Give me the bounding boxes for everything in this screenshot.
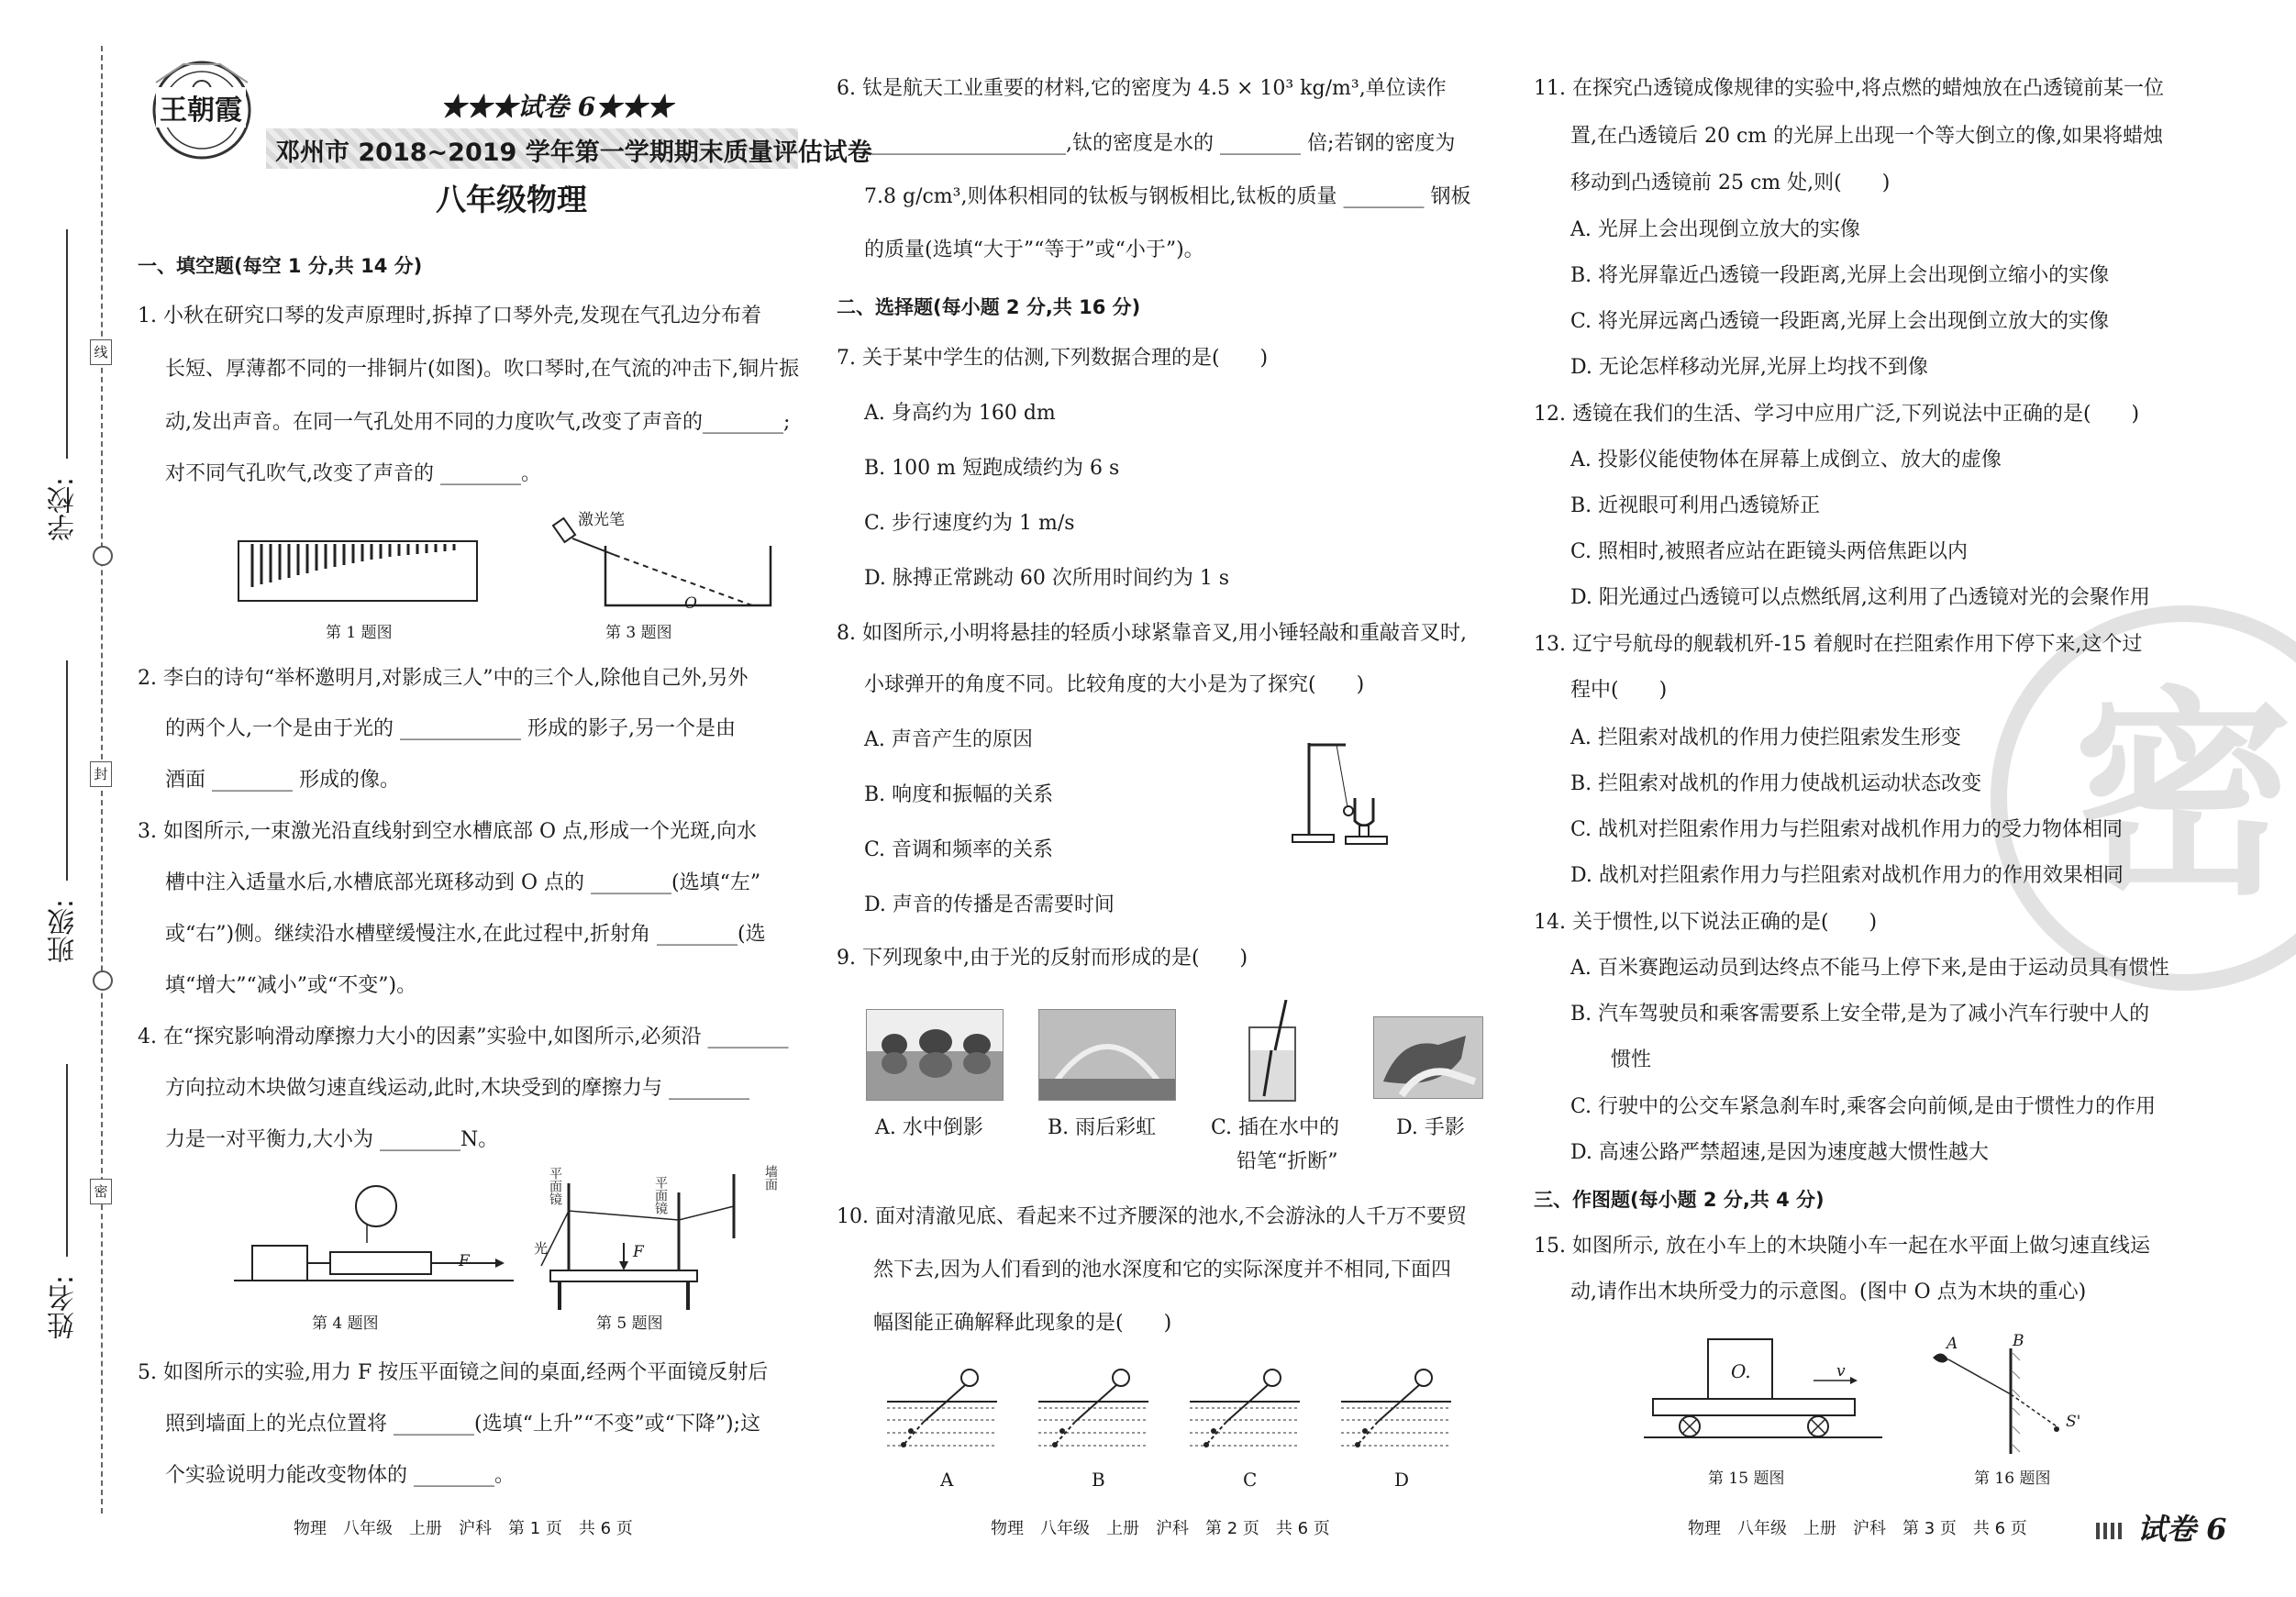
q1-line: 长短、厚薄都不同的一排铜片(如图)。吹口琴时,在气流的冲击下,铜片振 (165, 358, 800, 381)
q12-option: A. 投影仪能使物体在屏幕上成倒立、放大的虚像 (1570, 449, 2002, 471)
q6-line: 的质量(选填“大于”“等于”或“小于”)。 (864, 238, 1204, 261)
q1-line: 动,发出声音。在同一气孔处用不同的力度吹气,改变了声音的________; (165, 411, 791, 434)
q1-line: 1. 小秋在研究口琴的发声原理时,拆掉了口琴外壳,发现在气孔边分布着 (138, 305, 761, 327)
cart-block-figure (1644, 1335, 1919, 1454)
paper-number-tag: ★★★试卷 6★★★ (440, 92, 673, 122)
q9-option-b: B. 雨后彩虹 (1048, 1116, 1157, 1139)
friction-figure (229, 1183, 523, 1293)
q11-option: A. 光屏上会出现倒立放大的实像 (1570, 218, 1860, 241)
q14-option: C. 行驶中的公交车紧急刹车时,乘客会向前倾,是由于惯性力的作用 (1570, 1095, 2157, 1118)
q10-label-b: B (1092, 1469, 1105, 1491)
q7-option: C. 步行速度约为 1 m/s (864, 512, 1075, 535)
q3-line: 填“增大”“减小”或“不变”)。 (165, 974, 417, 997)
q12-line: 12. 透镜在我们的生活、学习中应用广泛,下列说法中正确的是( ) (1534, 403, 2140, 426)
q10-refraction-diagrams (887, 1367, 1474, 1468)
q12-option: D. 阳光通过凸透镜可以点燃纸屑,这利用了凸透镜对光的会聚作用 (1570, 586, 2150, 609)
q3-line: 槽中注入适量水后,水槽底部光斑移动到 O 点的 ________(选填“左” (165, 871, 761, 894)
reflection-photo (866, 1009, 1004, 1101)
binding-ring (93, 970, 113, 991)
binding-char-mi: 密 (90, 1179, 112, 1204)
name-field[interactable] (66, 1064, 68, 1257)
q10-line: 幅图能正确解释此现象的是( ) (873, 1312, 1172, 1335)
binding-ring (93, 546, 113, 566)
q10-label-c: C (1243, 1469, 1258, 1491)
q7-option: D. 脉搏正常跳动 60 次所用时间约为 1 s (864, 567, 1230, 590)
fig15-caption: 第 15 题图 (1708, 1469, 1785, 1488)
corner-paper-tag: 试卷 6 (2137, 1512, 2227, 1547)
q4-line: 4. 在“探究影响滑动摩擦力大小的因素”实验中,如图所示,必须沿 ________ (138, 1026, 789, 1048)
q10-line: 10. 面对清澈见底、看起来不过齐腰深的池水,不会游泳的人千万不要贸 (837, 1205, 1467, 1228)
harmonica-figure (234, 537, 491, 610)
fig5-f-label: F (633, 1243, 644, 1261)
q5-line: 照到墙面上的光点位置将 ________(选填“上升”“不变”或“下降”);这 (165, 1413, 761, 1436)
q12-option: C. 照相时,被照者应站在距镜头两倍焦距以内 (1570, 540, 1969, 563)
q9-option-c-cont: 铅笔“折断” (1237, 1150, 1338, 1173)
fig5-caption: 第 5 题图 (596, 1314, 663, 1333)
q14-option: A. 百米赛跑运动员到达终点不能马上停下来,是由于运动员具有惯性 (1570, 957, 2169, 980)
q13-line: 13. 辽宁号航母的舰载机歼-15 着舰时在拦阻索作用下停下来,这个过 (1534, 633, 2143, 656)
section-2-heading: 二、选择题(每小题 2 分,共 16 分) (837, 296, 1141, 318)
q6-line: 7.8 g/cm³,则体积相同的钛板与钢板相比,钛板的质量 ________ 钢板 (864, 185, 1471, 208)
binding-char-xian: 线 (90, 339, 112, 365)
q4-line: 力是一对平衡力,大小为 ________N。 (165, 1128, 499, 1151)
section-3-heading: 三、作图题(每小题 2 分,共 4 分) (1534, 1189, 1825, 1211)
fig3-o-label: O (684, 594, 697, 613)
q9-option-a: A. 水中倒影 (875, 1116, 983, 1139)
q11-option: D. 无论怎样移动光屏,光屏上均找不到像 (1570, 356, 1928, 379)
fig4-caption: 第 4 题图 (312, 1314, 379, 1333)
q6-line: ____________________,钛的密度是水的 ________ 倍;若钢的密度为 (864, 132, 1456, 155)
secret-stamp-watermark: 密 (1991, 605, 2296, 991)
q8-option: B. 响度和振幅的关系 (864, 783, 1054, 806)
class-field[interactable] (66, 660, 68, 881)
school-field[interactable] (66, 229, 68, 459)
fig15-v-label: v (1836, 1362, 1846, 1381)
fig5-mirror-left-label: 平面镜 (548, 1167, 562, 1205)
page-footer-1: 物理 八年级 上册 沪科 第 1 页 共 6 页 (294, 1519, 633, 1538)
q10-label-a: A (940, 1469, 954, 1491)
q13-option: D. 战机对拦阻索作用力与拦阻索对战机作用力的作用效果相同 (1570, 864, 2124, 887)
name-label: 姓名: (48, 1275, 80, 1340)
q11-option: C. 将光屏远离凸透镜一段距离,光屏上会出现倒立放大的实像 (1570, 310, 2110, 333)
q15-line: 15. 如图所示, 放在小车上的木块随小车一起在水平面上做匀速直线运 (1534, 1235, 2150, 1258)
q6-line: 6. 钛是航天工业重要的材料,它的密度为 4.5 × 10³ kg/m³,单位读作 (837, 77, 1447, 100)
fig5-light-label: 光 (534, 1240, 549, 1257)
q9-line: 9. 下列现象中,由于光的反射而形成的是( ) (837, 947, 1248, 970)
q1-line: 对不同气孔吹气,改变了声音的 ________。 (165, 462, 541, 485)
hand-shadow-photo (1373, 1016, 1483, 1099)
binding-char-feng: 封 (90, 761, 112, 787)
fig15-o-label: O. (1731, 1360, 1751, 1382)
q8-option: D. 声音的传播是否需要时间 (864, 893, 1115, 916)
fig3-caption: 第 3 题图 (605, 624, 672, 642)
q13-line: 程中( ) (1570, 679, 1668, 702)
fig16-caption: 第 16 题图 (1974, 1469, 2051, 1488)
q13-option: A. 拦阻索对战机的作用力使拦阻索发生形变 (1570, 726, 1961, 749)
fig16-a-label: A (1947, 1335, 1958, 1353)
q13-option: C. 战机对拦阻索作用力与拦阻索对战机作用力的受力物体相同 (1570, 818, 2124, 841)
fig5-wall-label: 墙面 (763, 1165, 778, 1191)
q2-line: 的两个人,一个是由于光的 ____________ 形成的影子,另一个是由 (165, 717, 736, 740)
section-1-heading: 一、填空题(每空 1 分,共 14 分) (138, 255, 423, 277)
q11-line: 11. 在探究凸透镜成像规律的实验中,将点燃的蜡烛放在凸透镜前某一位 (1534, 77, 2164, 100)
q2-line: 酒面 ________ 形成的像。 (165, 769, 400, 792)
q5-line: 5. 如图所示的实验,用力 F 按压平面镜之间的桌面,经两个平面镜反射后 (138, 1361, 769, 1384)
exam-title: 邓州市 2018~2019 学年第一学期期末质量评估试卷 (275, 139, 872, 167)
q5-line: 个实验说明力能改变物体的 ________。 (165, 1464, 515, 1487)
q2-line: 2. 李白的诗句“举杯邀明月,对影成三人”中的三个人,除他自己外,另外 (138, 667, 749, 690)
rainbow-photo (1038, 1009, 1176, 1101)
q13-option: B. 拦阻索对战机的作用力使战机运动状态改变 (1570, 772, 1982, 795)
q14-option: B. 汽车驾驶员和乘客需要系上安全带,是为了减小汽车行驶中人的 (1570, 1003, 2150, 1026)
plane-mirror-eye-figure (1919, 1330, 2084, 1458)
q9-option-c: C. 插在水中的 (1211, 1116, 1340, 1139)
q11-option: B. 将光屏靠近凸透镜一段距离,光屏上会出现倒立缩小的实像 (1570, 264, 2110, 287)
q4-line: 方向拉动木块做匀速直线运动,此时,木块受到的摩擦力与 ________ (165, 1077, 749, 1100)
q11-line: 移动到凸透镜前 25 cm 处,则( ) (1570, 172, 1891, 194)
fig16-b-label: B (2013, 1332, 2024, 1350)
q9-option-d: D. 手影 (1396, 1116, 1465, 1139)
q7-option: B. 100 m 短跑成绩约为 6 s (864, 457, 1120, 480)
tuning-fork-figure (1291, 734, 1392, 848)
q10-line: 然下去,因为人们看到的池水深度和它的实际深度并不相同,下面四 (873, 1259, 1451, 1281)
q14-option: 惯性 (1570, 1048, 1652, 1071)
page-footer-3: 物理 八年级 上册 沪科 第 3 页 共 6 页 (1688, 1519, 2027, 1538)
q7-line: 7. 关于某中学生的估测,下列数据合理的是( ) (837, 347, 1269, 370)
q11-line: 置,在凸透镜后 20 cm 的光屏上出现一个等大倒立的像,如果将蜡烛 (1570, 125, 2164, 148)
q7-option: A. 身高约为 160 dm (864, 402, 1056, 425)
corner-pattern (2096, 1523, 2124, 1539)
q14-option: D. 高速公路严禁超速,是因为速度越大惯性越大 (1570, 1141, 1989, 1164)
fig16-s-label: S' (2066, 1413, 2081, 1431)
q8-line: 8. 如图所示,小明将悬挂的轻质小球紧靠音叉,用小锤轻敲和重敲音叉时, (837, 622, 1467, 645)
q10-label-d: D (1394, 1469, 1410, 1491)
fig4-f-label: F (459, 1252, 470, 1270)
pencil-in-water-photo (1240, 1000, 1304, 1105)
school-label: 学校: (48, 477, 80, 542)
brand-logo-text: 王朝霞 (156, 87, 246, 128)
q8-option: C. 音调和频率的关系 (864, 838, 1054, 861)
q8-option: A. 声音产生的原因 (864, 728, 1033, 751)
page-column-1 (138, 0, 798, 1597)
class-label: 班级: (48, 899, 80, 964)
fig5-mirror-right-label: 平面镜 (653, 1176, 668, 1214)
page-column-3 (1534, 0, 2268, 1597)
q12-option: B. 近视眼可利用凸透镜矫正 (1570, 494, 1821, 517)
q3-line: 3. 如图所示,一束激光沿直线射到空水槽底部 O 点,形成一个光斑,向水 (138, 820, 757, 843)
fig3-laser-label: 激光笔 (578, 511, 625, 529)
subject-title: 八年级物理 (436, 182, 587, 217)
q8-line: 小球弹开的角度不同。比较角度的大小是为了探究( ) (864, 673, 1365, 696)
q14-line: 14. 关于惯性,以下说法正确的是( ) (1534, 911, 1878, 934)
fig1-caption: 第 1 题图 (326, 624, 393, 642)
page-column-2 (837, 0, 1506, 1597)
q3-line: 或“右”)侧。继续沿水槽壁缓慢注水,在此过程中,折射角 ________(选 (165, 923, 766, 946)
q15-line: 动,请作出木块所受力的示意图。(图中 O 点为木块的重心) (1570, 1281, 2087, 1303)
page-footer-2: 物理 八年级 上册 沪科 第 2 页 共 6 页 (991, 1519, 1330, 1538)
